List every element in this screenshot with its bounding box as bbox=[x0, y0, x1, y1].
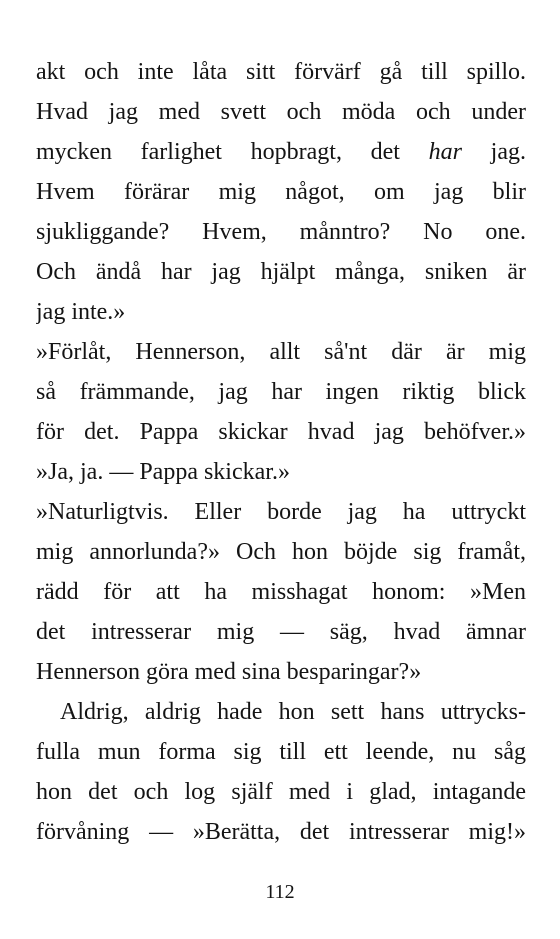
text-line-19: hon det och log själf med i glad, intagande bbox=[36, 779, 526, 805]
text-line-7: jag inte.» bbox=[36, 299, 126, 325]
text-line-15: det intresserar mig — säg, hvad ämnar bbox=[36, 619, 526, 645]
text-line-16: Hennerson göra med sina besparingar?» bbox=[36, 659, 422, 685]
text-line-8: »Förlåt, Hennerson, allt så'nt där är mig bbox=[36, 339, 526, 365]
italic-word: har bbox=[428, 139, 462, 165]
text-line-11: »Ja, ja. — Pappa skickar.» bbox=[36, 459, 290, 485]
text-line-4: Hvem förärar mig något, om jag blir bbox=[36, 179, 526, 205]
text-line-18: fulla mun forma sig till ett leende, nu såg bbox=[36, 739, 526, 765]
text-line-9: så främmande, jag har ingen riktig blick bbox=[36, 379, 526, 405]
page-number: 112 bbox=[265, 881, 295, 903]
text-line-3 bbox=[36, 132, 526, 172]
text-line-13: mig annorlunda?» Och hon böjde sig framåt, bbox=[36, 539, 526, 565]
text-line-1: akt och inte låta sitt förvärf gå till spillo. bbox=[36, 59, 526, 85]
text-line-6: Och ändå har jag hjälpt många, sniken är bbox=[36, 259, 526, 285]
text-line-17: Aldrig, aldrig hade hon sett hans uttrycks- bbox=[60, 699, 526, 725]
text-line-14: rädd för att ha misshagat honom: »Men bbox=[36, 579, 526, 605]
text-line-3-end: jag. bbox=[461, 139, 526, 165]
text-line-2: Hvad jag med svett och möda och under bbox=[36, 99, 526, 125]
page-body-text bbox=[36, 52, 526, 852]
text-line-5: sjukliggande? Hvem, månntro? No one. bbox=[36, 219, 526, 245]
text-line-10: för det. Pappa skickar hvad jag behöfver.» bbox=[36, 419, 526, 445]
text-line-20: förvåning — »Berätta, det intresserar mig!» bbox=[36, 819, 526, 845]
text-line-12: »Naturligtvis. Eller borde jag ha uttryckt bbox=[36, 499, 526, 525]
text-line-3-start: mycken farlighet hopbragt, det bbox=[36, 139, 400, 165]
